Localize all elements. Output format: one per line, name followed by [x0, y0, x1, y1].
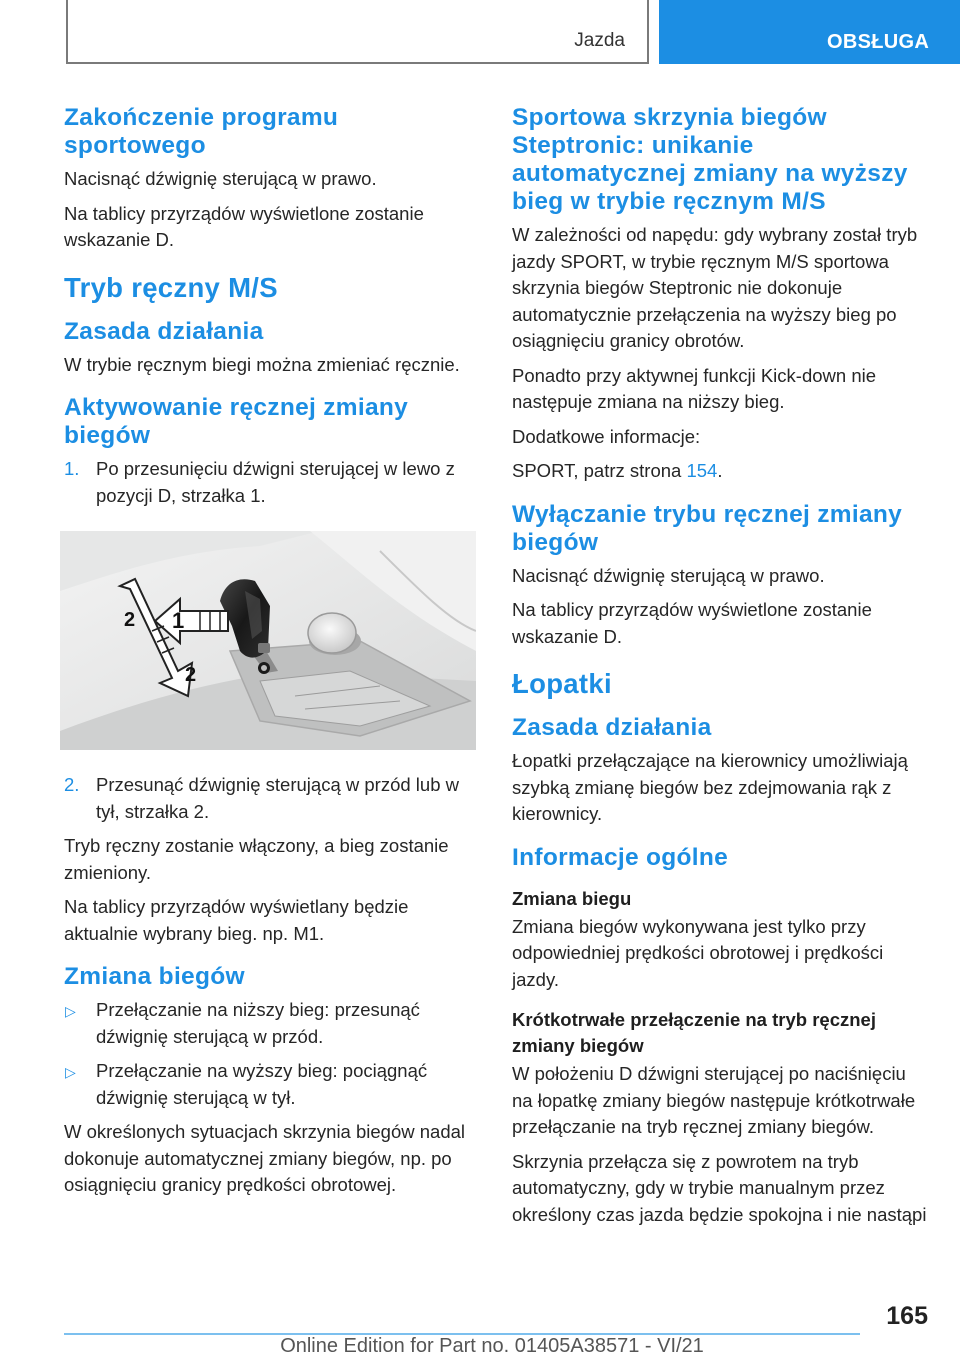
text-display-gear: Na tablicy przyrządów wyświetlany będzie aktualnie wybrany bieg. np. M1. [64, 896, 409, 944]
step-2-text: Przesunąć dźwignię sterującą w przód lub w tył, strzałka 2. [96, 774, 459, 822]
text-drive-mode: W zależności od napędu: gdy wybrany został tryb jazdy SPORT, w trybie ręcznym M/S sportowa skrzynia biegów Steptronic nie dokonuje automatycznie przełączenia na wyższy bieg po osiągnięciu granicy obrotów. [512, 224, 918, 351]
step-1 [64, 456, 479, 509]
left-column [64, 102, 479, 1207]
gear-selector-drawing [60, 531, 476, 750]
header-section-title: Jazda [574, 30, 625, 51]
heading-gear-shift: Zmiana biegów [64, 963, 245, 990]
step-2-number: 2. [64, 774, 80, 795]
text-gear-change: Zmiana biegów wykonywana jest tylko przy odpowiedniej prędkości obrotowej i prędkości jazdy. [512, 915, 884, 990]
text-auto-shift: W określonych sytuacjach skrzynia biegów nadal dokonuje automatycznej zmiany biegów, np. po osiągnięciu granicy prędkości obrotowej. [64, 1121, 466, 1195]
step-2 [64, 772, 479, 825]
heading-principle-paddles: Zasada działania [512, 714, 712, 741]
text-principle: W trybie ręcznym biegi można zmieniać ręcznie. [64, 353, 460, 375]
bullet-triangle-icon: ▷ [65, 1003, 76, 1019]
figure-label-2-bottom: 2 [185, 664, 197, 686]
heading-general-info: Informacje ogólne [512, 843, 729, 871]
text-kickdown: Ponadto przy aktywnej funkcji Kick-down nie następuje zmiana na niższy bieg. [512, 364, 877, 412]
gear-selector-illustration [60, 531, 476, 750]
subheading-gear-change: Zmiana biegu [512, 887, 632, 909]
bullet-upshift-text: Przełączanie na wyższy bieg: pociągnąć dźwignię sterującą w tył. [96, 1060, 428, 1108]
heading-principle: Zasada działania [64, 317, 264, 345]
text-off-1: Nacisnąć dźwignię sterującą w prawo. [512, 564, 825, 586]
text-manual-on: Tryb ręczny zostanie włączony, a bieg zostanie zmieniony. [64, 835, 449, 883]
figure-label-1: 1 [172, 608, 185, 633]
right-column [512, 102, 930, 1236]
heading-steptronic: Sportowa skrzynia biegów Steptronic: unikanie automatycznej zmiany na wyższy bieg w trybie ręcznym M/S [512, 104, 908, 215]
heading-manual-mode: Tryb ręczny M/S [64, 271, 278, 303]
heading-paddles: Łopatki [512, 668, 612, 699]
text-more-info: Dodatkowe informacje: [512, 425, 701, 447]
bullet-downshift-text: Przełączanie na niższy bieg: przesunąć dźwignię sterującą w przód. [96, 999, 420, 1047]
step-1-text: Po przesunięciu dźwigni sterującej w lewo z pozycji D, strzałka 1. [96, 458, 455, 506]
bullet-triangle-icon: ▷ [65, 1064, 76, 1080]
text-off-2: Na tablicy przyrządów wyświetlone zostanie wskazanie D. [512, 599, 872, 647]
step-1-number: 1. [64, 458, 80, 479]
heading-manual-off: Wyłączanie trybu ręcznej zmiany biegów [512, 500, 903, 556]
bullet-downshift [64, 997, 479, 1050]
text-sport-reference-end: . [717, 460, 723, 481]
heading-activate-manual: Aktywowanie ręcznej zmiany biegów [64, 394, 409, 449]
figure-label-2-top: 2 [124, 609, 136, 631]
bullet-upshift [64, 1058, 479, 1111]
header-chapter-label: OBSŁUGA [827, 31, 930, 53]
text-sport-reference-label: SPORT, patrz strona [512, 460, 687, 481]
heading-end-sport: Zakończenie programu sportowego [64, 104, 339, 159]
text-paddles: Łopatki przełączające na kierownicy umożliwiają szybką zmianę biegów bez zdejmowania rąk z kierownicy. [512, 750, 908, 824]
link-page-154[interactable]: 154 [686, 460, 718, 481]
text-end-sport-1: Nacisnąć dźwignię sterującą w prawo. [64, 168, 377, 189]
text-sport-reference [512, 458, 930, 485]
subheading-temporary-manual: Krótkotrwałe przełączenie na tryb ręcznej zmiany biegów [512, 1009, 876, 1056]
header-section-box [66, 0, 649, 64]
text-temporary-2: Skrzynia przełącza się z powrotem na tryb automatyczny, gdy w trybie manualnym przez określony czas jazda będzie spokojna i nie nastąpi [512, 1150, 927, 1225]
text-end-sport-2: Na tablicy przyrządów wyświetlone zostanie wskazanie D. [64, 202, 424, 250]
text-temporary-1: W położeniu D dźwigni sterującej po naciśnięciu na łopatkę zmiany biegów następuje krótkotrwałe przełączanie na tryb ręcznej zmiany biegów. [512, 1063, 916, 1137]
footer-edition: Online Edition for Part no. 01405A38571 - VI/21 [280, 1335, 704, 1357]
header-chapter-tab[interactable] [659, 0, 960, 64]
page-number: 165 [886, 1302, 928, 1330]
